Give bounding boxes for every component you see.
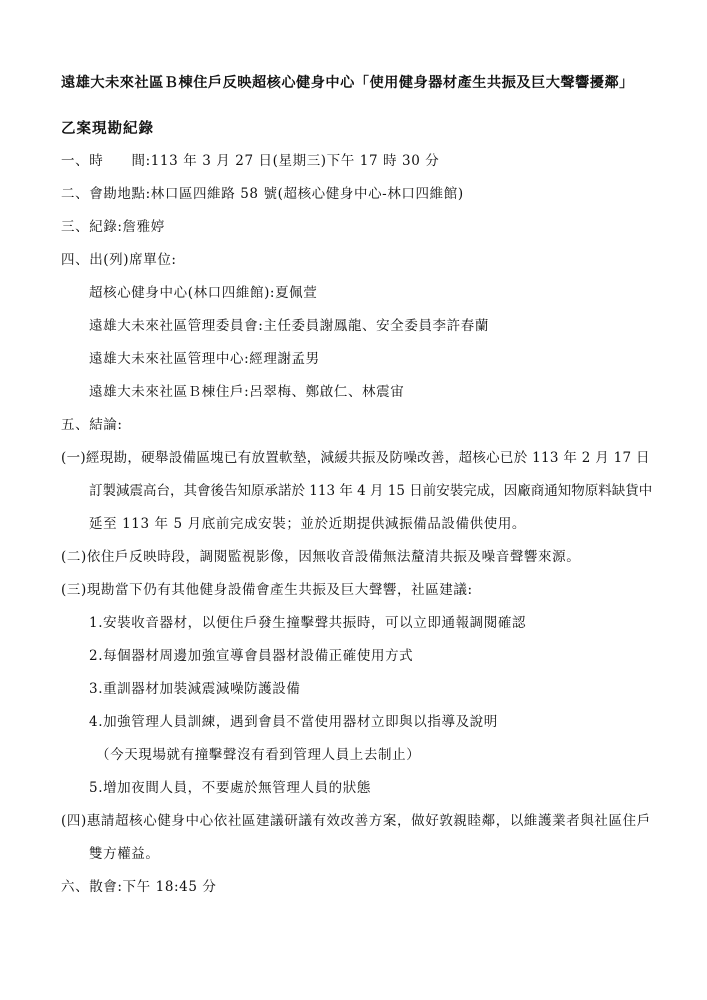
meeting-recorder: 三、紀錄:詹雅婷	[61, 219, 165, 235]
conclusion-item-1-line: 延至 113 年 5 月底前完成安裝；並於近期提供減振備品設備供使用。	[89, 516, 527, 532]
meeting-time: 一、時 間:113 年 3 月 27 日(星期三)下午 17 時 30 分	[61, 153, 440, 169]
attendee-line: 遠雄大未來社區管理中心:經理謝孟男	[89, 351, 320, 367]
conclusion-item-3-heading: (三)現勘當下仍有其他健身設備會產生共振及巨大聲響，社區建議:	[61, 582, 473, 598]
suggestion-item: 5.增加夜間人員，不要處於無管理人員的狀態	[89, 780, 371, 796]
meeting-location: 二、會勘地點:林口區四維路 58 號(超核心健身中心-林口四維館)	[61, 186, 464, 202]
conclusion-item-4-line: (四)惠請超核心健身中心依社區建議研議有效改善方案，做好敦親睦鄰，以維護業者與社區住戶	[61, 813, 651, 829]
conclusion-item-1-line: 訂製減震高台，其會後告知原承諾於 113 年 4 月 15 日前安裝完成，因廠商通知物原料缺貨中	[89, 483, 653, 499]
adjournment: 六、散會:下午 18:45 分	[61, 879, 217, 895]
suggestion-item: 1.安裝收音器材，以便住戶發生撞擊聲共振時，可以立即通報調閱確認	[89, 615, 527, 631]
attendee-line: 遠雄大未來社區管理委員會:主任委員謝鳳龍、安全委員李許春蘭	[89, 318, 489, 334]
suggestion-note: （今天現場就有撞擊聲沒有看到管理人員上去制止）	[96, 747, 421, 763]
attendee-line: 遠雄大未來社區Ｂ棟住戶:呂翠梅、鄭啟仁、林震宙	[89, 384, 405, 400]
conclusion-item-2: (二)依住戶反映時段，調閱監視影像，因無收音設備無法釐清共振及噪音聲響來源。	[61, 549, 581, 565]
attendees-heading: 四、出(列)席單位:	[61, 252, 177, 268]
document-title: 遠雄大未來社區Ｂ棟住戶反映超核心健身中心「使用健身器材產生共振及巨大聲響擾鄰」	[61, 75, 634, 91]
document-subtitle: 乙案現勘紀錄	[61, 120, 154, 137]
conclusion-item-4-line: 雙方權益。	[89, 846, 160, 862]
suggestion-item: 2.每個器材周邊加強宣導會員器材設備正確使用方式	[89, 648, 414, 664]
suggestion-item: 4.加強管理人員訓練，遇到會員不當使用器材立即與以指導及說明	[89, 714, 498, 730]
suggestion-item: 3.重訓器材加裝減震減噪防護設備	[89, 681, 301, 697]
attendee-line: 超核心健身中心(林口四維館):夏佩萱	[89, 285, 318, 301]
conclusion-item-1-line: (一)經現勘，硬舉設備區塊已有放置軟墊，減緩共振及防噪改善，超核心已於 113 年 2 月 17 日	[61, 450, 650, 466]
conclusion-heading: 五、結論:	[61, 417, 123, 433]
